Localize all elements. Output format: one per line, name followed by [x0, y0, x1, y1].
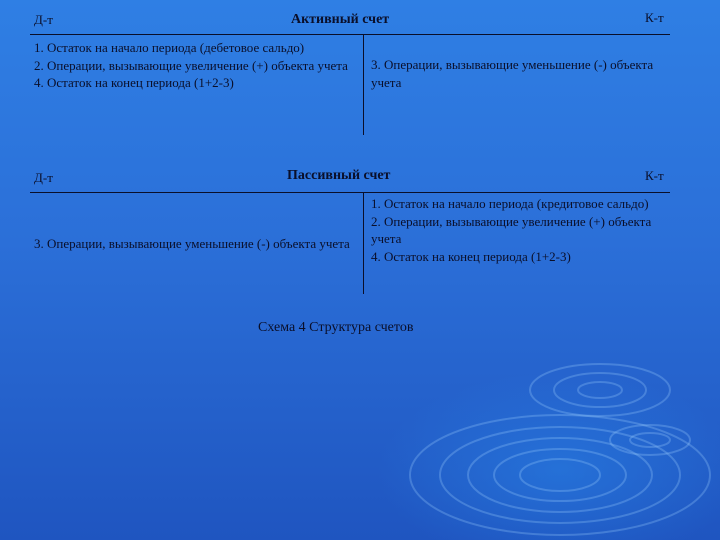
active-t-account-top-line — [30, 34, 670, 35]
passive-t-account-divider — [363, 192, 364, 294]
passive-credit-item: 1. Остаток на начало периода (кредитовое сальдо) — [371, 196, 649, 211]
active-credit-label: К-т — [645, 10, 664, 25]
active-account-title: Активный счет — [291, 12, 390, 27]
passive-credit-label: К-т — [645, 168, 664, 183]
active-debit-label: Д-т — [34, 12, 53, 27]
passive-debit-cell — [34, 235, 354, 253]
passive-credit-item: 2. Операции, вызывающие увеличение (+) объекта учета — [371, 213, 652, 246]
passive-account-title: Пассивный счет — [287, 168, 391, 183]
active-credit-cell — [371, 56, 671, 91]
active-debit-item: 4. Остаток на конец периода (1+2-3) — [34, 75, 234, 90]
passive-credit-item: 4. Остаток на конец периода (1+2-3) — [371, 248, 571, 264]
active-credit-item: 3. Операции, вызывающие уменьшение (-) объекта учета — [371, 57, 654, 90]
diagram-caption: Схема 4 Структура счетов — [258, 320, 414, 335]
passive-debit-label: Д-т — [34, 170, 53, 185]
active-debit-cell — [34, 39, 354, 92]
passive-credit-cell — [371, 195, 671, 265]
active-debit-item: 2. Операции, вызывающие увеличение (+) объекта учета — [34, 57, 348, 73]
passive-debit-item: 3. Операции, вызывающие уменьшение (-) объекта учета — [34, 236, 350, 251]
passive-t-account-top-line — [30, 192, 670, 193]
active-debit-item: 1. Остаток на начало периода (дебетовое сальдо) — [34, 40, 305, 55]
active-t-account-divider — [363, 34, 364, 135]
